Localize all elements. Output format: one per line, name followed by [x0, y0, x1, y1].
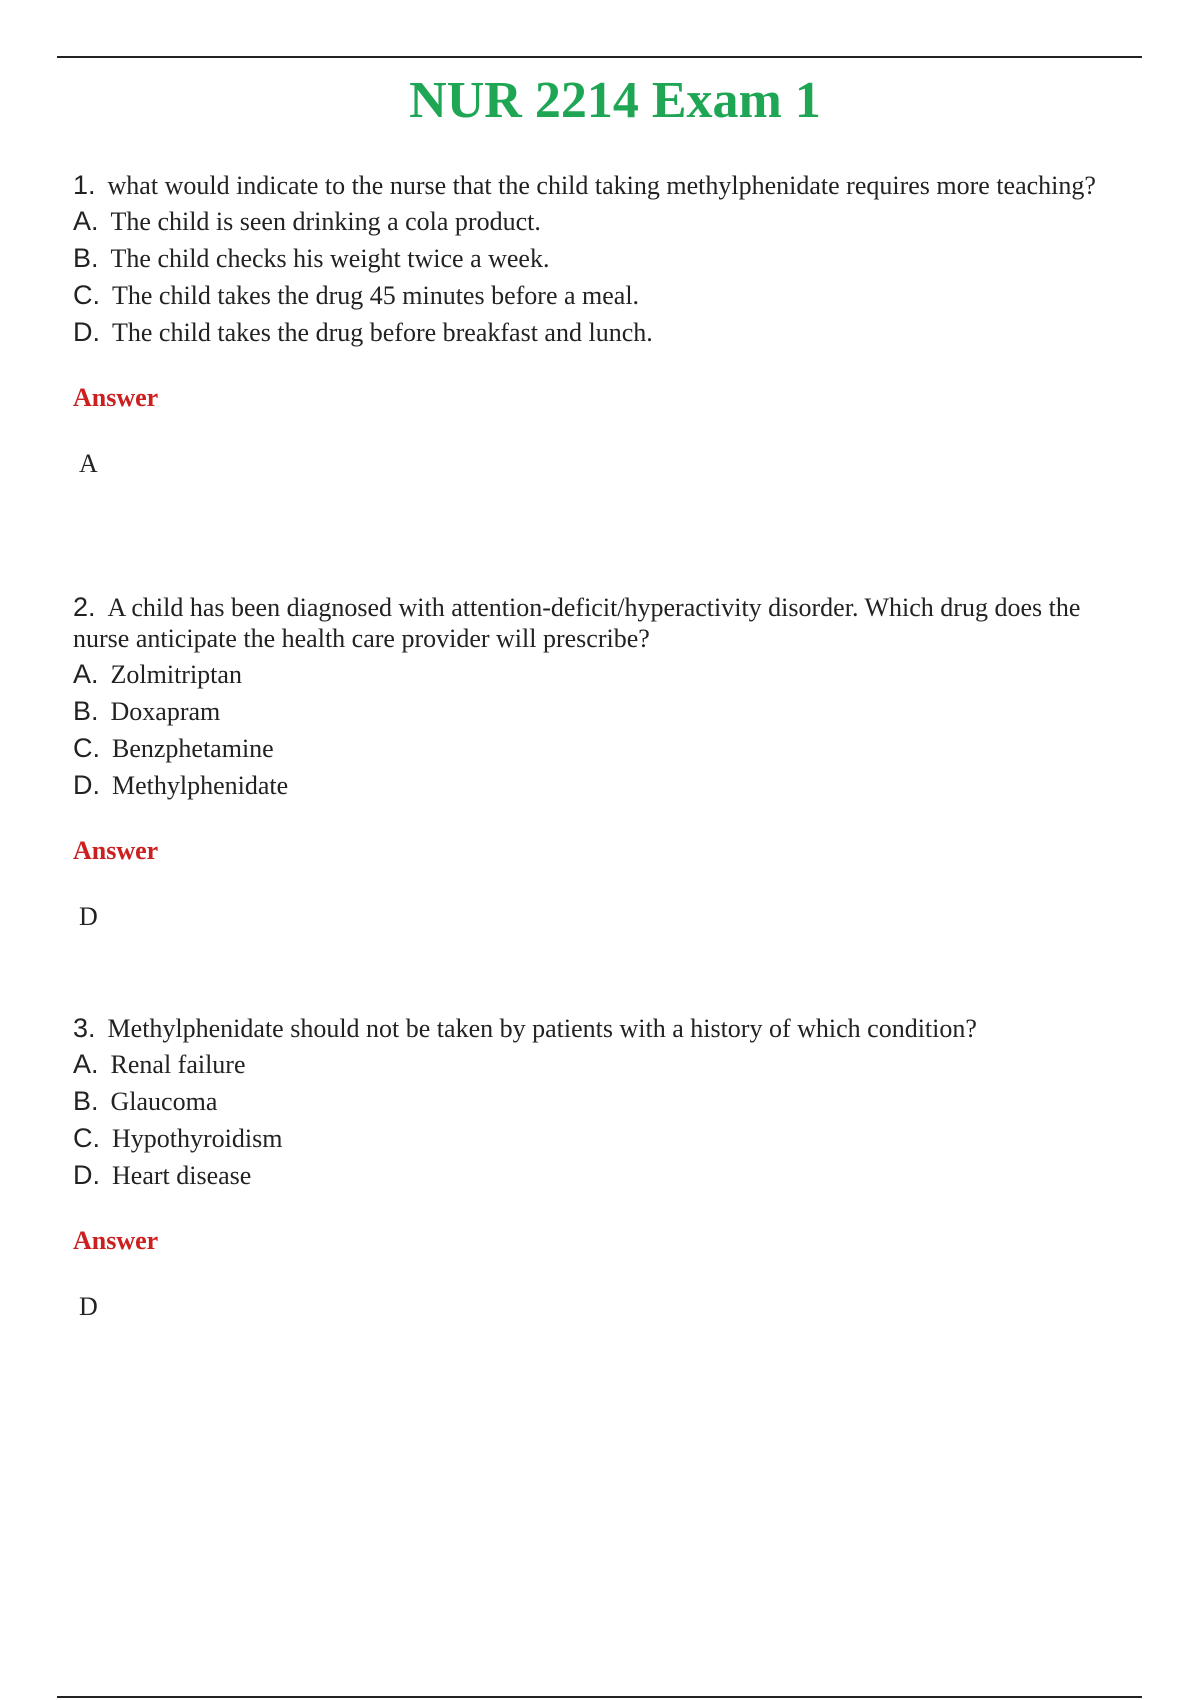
- question-3: [73, 1013, 1133, 1324]
- answer-value: D: [79, 902, 98, 931]
- option-text: Hypothyroidism: [112, 1124, 283, 1153]
- top-rule: [57, 56, 1142, 58]
- answer-heading: Answer: [73, 383, 159, 412]
- question-number: 3.: [73, 1013, 96, 1043]
- option-text: Renal failure: [110, 1050, 246, 1079]
- option-letter: D.: [73, 1160, 100, 1190]
- options-list: [73, 656, 1133, 804]
- option-text: Glaucoma: [110, 1087, 218, 1116]
- option-b: [73, 1083, 1133, 1120]
- option-letter: B.: [73, 243, 99, 273]
- option-letter: A.: [73, 1049, 99, 1079]
- option-letter: D.: [73, 770, 100, 800]
- page-title: NUR 2214 Exam 1: [409, 72, 821, 129]
- option-text: The child checks his weight twice a week.: [110, 244, 550, 273]
- question-stem: [73, 1013, 1133, 1044]
- bottom-rule: [57, 1696, 1142, 1698]
- question-number: 1.: [73, 170, 96, 200]
- option-text: Benzphetamine: [112, 734, 274, 763]
- option-letter: C.: [73, 1123, 100, 1153]
- option-text: Doxapram: [110, 697, 221, 726]
- option-b: [73, 240, 1133, 277]
- options-list: [73, 1046, 1133, 1194]
- option-text: Zolmitriptan: [110, 660, 242, 689]
- option-a: [73, 656, 1133, 693]
- option-letter: B.: [73, 1086, 99, 1116]
- answer-heading: Answer: [73, 836, 159, 865]
- answer-heading: Answer: [73, 1226, 159, 1255]
- question-stem: [73, 592, 1133, 654]
- option-a: [73, 1046, 1133, 1083]
- option-c: [73, 277, 1133, 314]
- option-letter: C.: [73, 733, 100, 763]
- option-letter: A.: [73, 206, 99, 236]
- option-text: The child takes the drug before breakfast and lunch.: [112, 318, 653, 347]
- option-text: The child is seen drinking a cola product.: [110, 207, 541, 236]
- option-c: [73, 730, 1133, 767]
- option-b: [73, 693, 1133, 730]
- question-stem: [73, 170, 1133, 201]
- option-d: [73, 1157, 1133, 1194]
- option-d: [73, 767, 1133, 804]
- question-1: [73, 170, 1133, 481]
- answer-value: D: [79, 1292, 98, 1321]
- question-number: 2.: [73, 592, 96, 622]
- options-list: [73, 203, 1133, 351]
- option-text: Heart disease: [112, 1161, 252, 1190]
- option-letter: B.: [73, 696, 99, 726]
- option-letter: C.: [73, 280, 100, 310]
- option-d: [73, 314, 1133, 351]
- option-text: Methylphenidate: [112, 771, 289, 800]
- question-2: [73, 592, 1133, 934]
- option-text: The child takes the drug 45 minutes before a meal.: [112, 281, 640, 310]
- option-letter: D.: [73, 317, 100, 347]
- question-text: A child has been diagnosed with attention-deficit/hyperactivity disorder. Which drug does the nurse anticipate the health care provider will prescribe?: [73, 593, 1081, 653]
- question-text: what would indicate to the nurse that the child taking methylphenidate requires more teaching?: [107, 171, 1096, 200]
- option-c: [73, 1120, 1133, 1157]
- option-letter: A.: [73, 659, 99, 689]
- question-text: Methylphenidate should not be taken by patients with a history of which condition?: [107, 1014, 977, 1043]
- option-a: [73, 203, 1133, 240]
- answer-value: A: [79, 449, 98, 478]
